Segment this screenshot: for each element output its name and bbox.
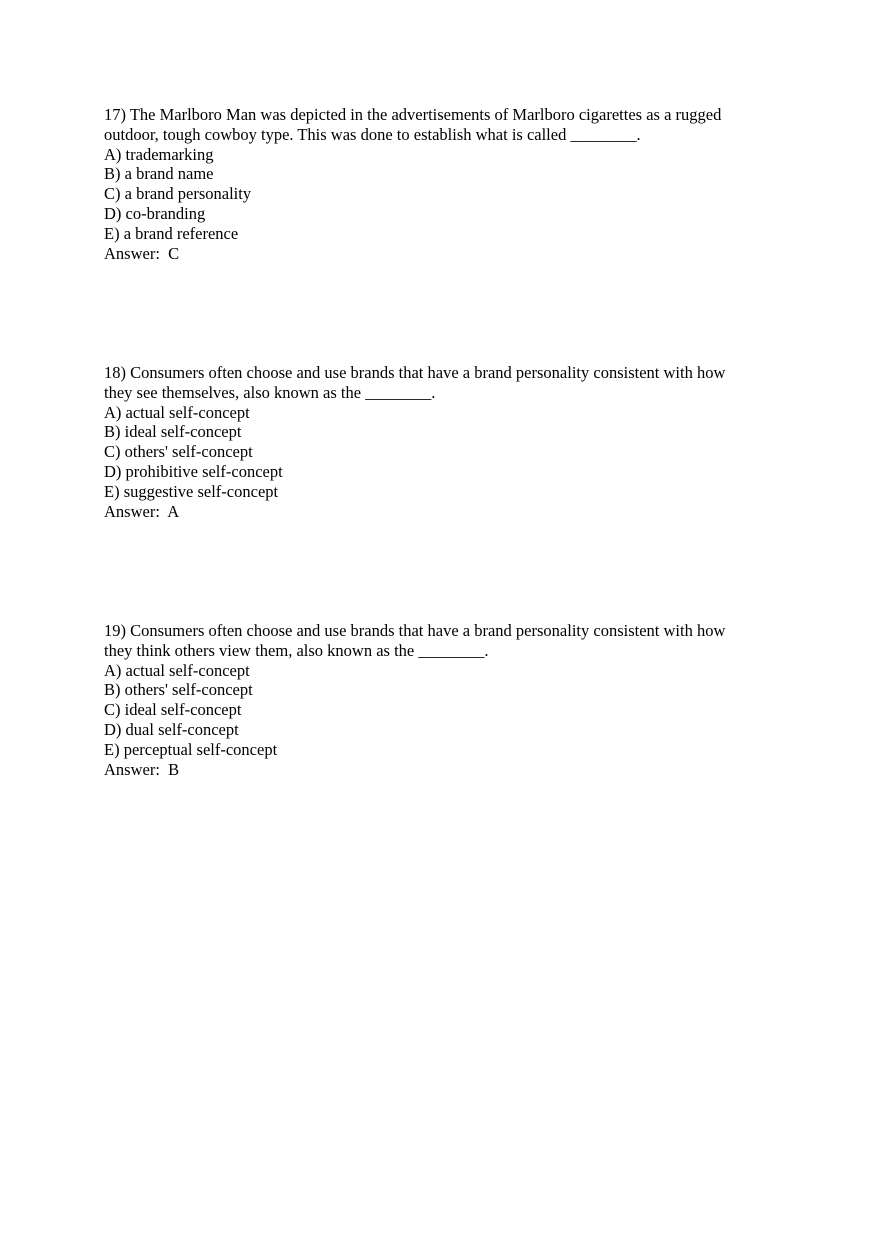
answer-option: E) a brand reference [104, 223, 239, 243]
answer-option: C) a brand personality [104, 184, 252, 204]
answer-option: C) others' self-concept [104, 442, 253, 462]
answer-option: D) prohibitive self-concept [104, 461, 283, 481]
question-stem-line: 19) Consumers often choose and use brands that have a brand personality consistent with how [104, 621, 726, 640]
question-stem-line: they see themselves, also known as the ________. [104, 382, 436, 402]
answer-option: D) co-branding [104, 203, 206, 223]
answer-option: A) actual self-concept [104, 402, 250, 422]
answer-option: A) actual self-concept [104, 660, 250, 680]
question-stem-line: outdoor, tough cowboy type. This was done to establish what is called ________. [104, 124, 641, 144]
answer-option: B) others' self-concept [104, 680, 253, 700]
answer-option: E) perceptual self-concept [104, 739, 278, 759]
answer-key: Answer: A [104, 501, 180, 521]
answer-option: D) dual self-concept [104, 719, 239, 739]
answer-option: B) a brand name [104, 164, 214, 184]
answer-key: Answer: C [104, 243, 180, 263]
question-stem-line: 17) The Marlboro Man was depicted in the advertisements of Marlboro cigarettes as a rugged [104, 105, 722, 124]
answer-option: B) ideal self-concept [104, 422, 242, 442]
question-19 [104, 621, 784, 779]
answer-option: C) ideal self-concept [104, 700, 242, 720]
answer-key: Answer: B [104, 759, 180, 779]
question-stem-line: they think others view them, also known as the ________. [104, 640, 489, 660]
question-18 [104, 363, 784, 521]
answer-option: E) suggestive self-concept [104, 481, 279, 501]
answer-option: A) trademarking [104, 144, 214, 164]
question-stem-line: 18) Consumers often choose and use brands that have a brand personality consistent with how [104, 363, 726, 382]
question-17 [104, 105, 784, 263]
